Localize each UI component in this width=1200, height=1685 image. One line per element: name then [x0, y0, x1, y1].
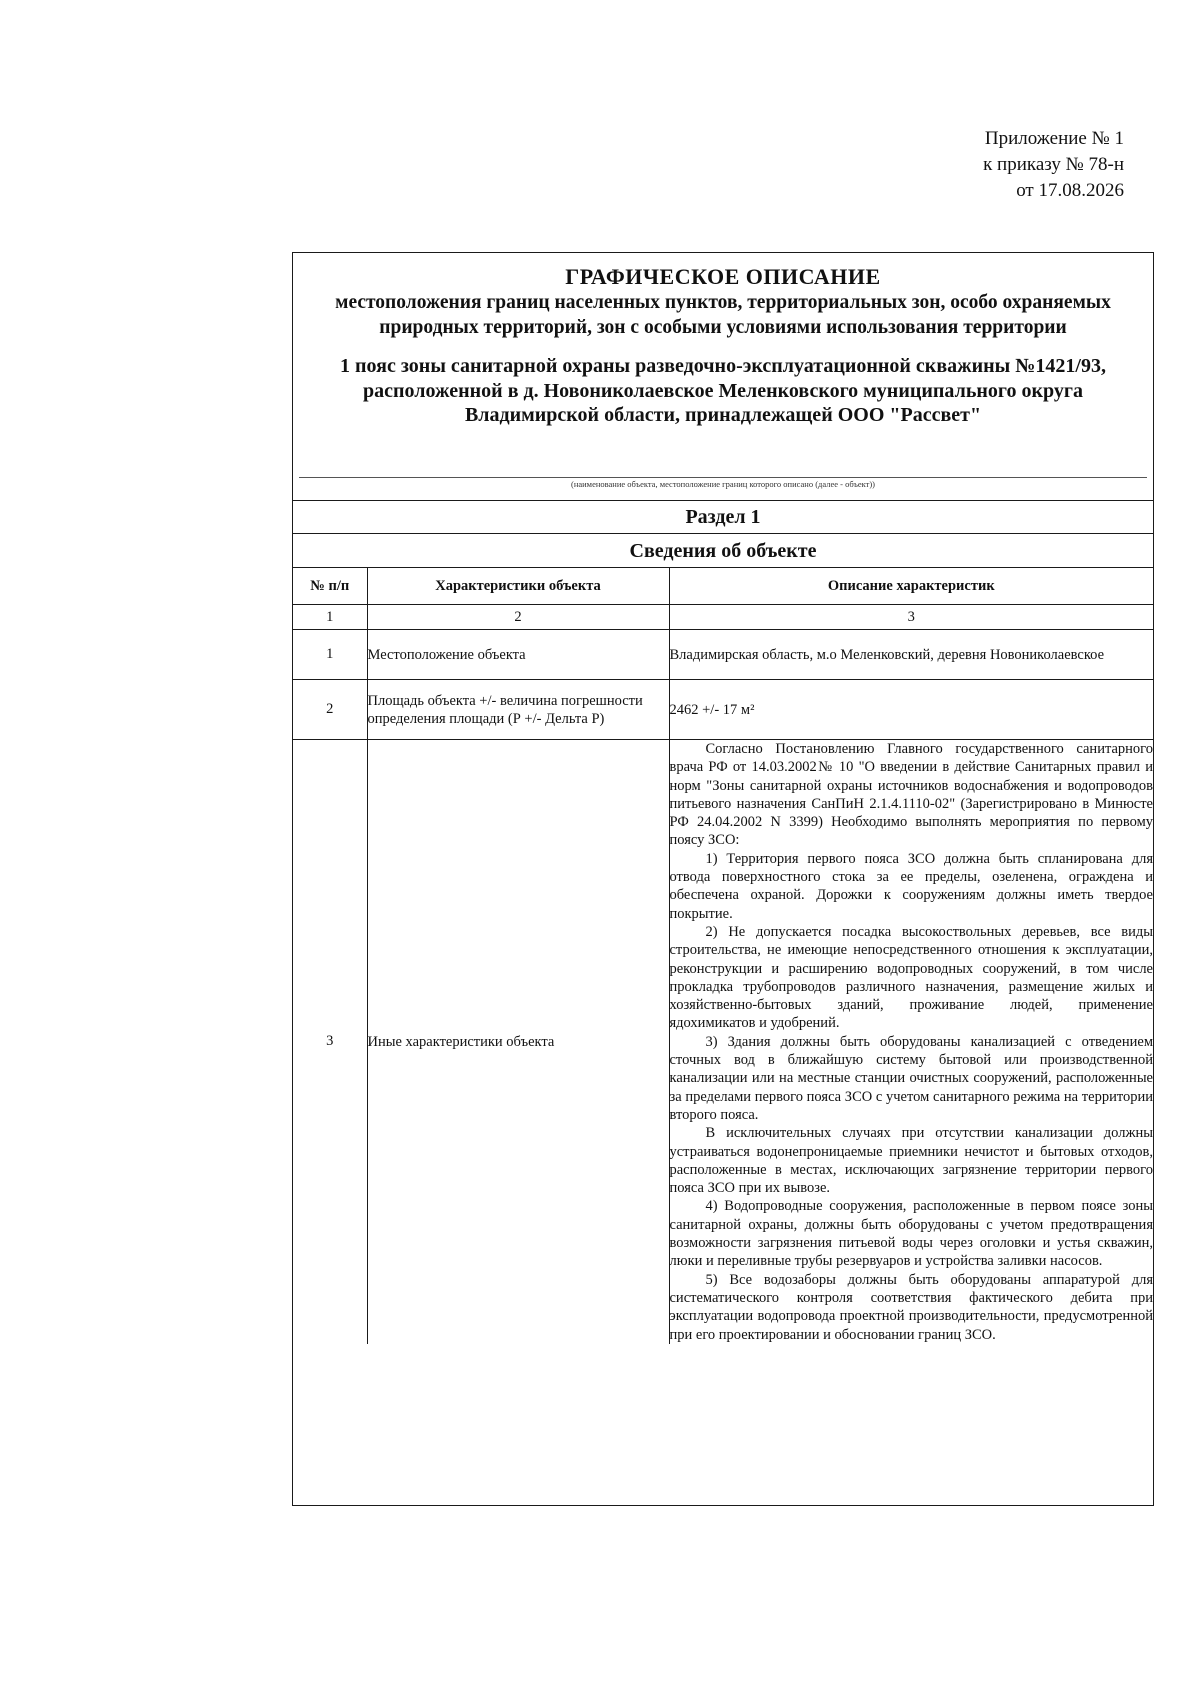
row-index: 3	[293, 740, 367, 1344]
document-frame	[292, 252, 1154, 1506]
row-characteristic: Местоположение объекта	[367, 630, 669, 680]
object-caption: (наименование объекта, местоположение границ которого описано (далее - объект))	[299, 477, 1147, 490]
column-number: 2	[367, 605, 669, 630]
table-header-row	[293, 568, 1153, 605]
object-info-table	[293, 568, 1153, 1344]
description-paragraph: 1) Территория первого пояса ЗСО должна быть спланирована для отвода поверхностного стока за ее пределы, озеленена, ограждена и обеспечена охраной. Дорожки к сооружениям должны иметь твердое покрытие.	[669, 850, 1153, 922]
row-description: Владимирская область, м.о Меленковский, деревня Новониколаевское	[669, 630, 1153, 680]
row-index: 1	[293, 630, 367, 680]
table-row	[293, 740, 1153, 1344]
column-number: 3	[669, 605, 1153, 630]
appendix-date: от 17.08.2026	[1016, 180, 1124, 201]
appendix-block	[704, 126, 1124, 204]
row-characteristic: Иные характеристики объекта	[367, 740, 669, 1344]
document-title: ГРАФИЧЕСКОЕ ОПИСАНИЕ	[565, 264, 881, 289]
description-paragraph: В исключительных случаях при отсутствии канализации должны устраиваться водонепроницаемые приемники нечистот и бытовых отходов, расположенные в местах, исключающих загрязнение территории первого пояса ЗСО при их вывозе.	[669, 1125, 1153, 1197]
section-title: Раздел 1	[293, 501, 1153, 534]
description-paragraph: 3) Здания должны быть оборудованы канализацией с отведением сточных вод в ближайшую систему бытовой или производственной канализации или на местные станции очистных сооружений, расположенные за пределами первого пояса ЗСО с учетом санитарного режима на территории второго пояса.	[669, 1033, 1153, 1123]
document-subtitle: местоположения границ населенных пунктов, территориальных зон, особо охраняемых природных территорий, зон с особыми условиями использования территории	[335, 292, 1111, 338]
description-paragraph: 4) Водопроводные сооружения, расположенные в первом поясе зоны санитарной охраны, должны быть оборудованы с учетом предотвращения возможности загрязнения питьевой воды через оголовки и устья скважин, люки и переливные трубы резервуаров и устройства заливки насосов.	[669, 1198, 1153, 1270]
description-paragraph: Согласно Постановлению Главного государственного санитарного врача РФ от 14.03.2002№ 10 "О введении в действие Санитарных правил и норм "Зоны санитарной охраны источников водоснабжения и водопроводов питьевого назначения СанПиН 2.1.4.1110-02" (Зарегистрировано в Минюсте РФ 24.04.2002 N 3399) Необходимо выполнять мероприятия по первому поясу ЗСО:	[669, 741, 1153, 849]
appendix-number: Приложение № 1	[984, 128, 1124, 149]
row-description: 2462 +/- 17 м²	[669, 680, 1153, 740]
row-characteristic: Площадь объекта +/- величина погрешности определения площади (Р +/- Дельта Р)	[367, 680, 669, 740]
header-index: № п/п	[293, 568, 367, 605]
description-paragraph: 5) Все водозаборы должны быть оборудованы аппаратурой для систематического контроля соответствия фактического дебита при эксплуатации водопровода проектной производительности, предусмотренной при его проектировании и обосновании границ ЗСО.	[669, 1271, 1153, 1343]
row-description	[669, 740, 1153, 1344]
document-header	[293, 253, 1153, 501]
table-row	[293, 630, 1153, 680]
column-number: 1	[293, 605, 367, 630]
table-row	[293, 680, 1153, 740]
row-index: 2	[293, 680, 367, 740]
description-paragraph: 2) Не допускается посадка высокоствольных деревьев, все виды строительства, не имеющие непосредственного отношения к эксплуатации, реконструкции и расширению водопроводных сооружений, в том числе прокладка трубопроводов различного назначения, размещение жилых и хозяйственно-бытовых зданий, проживание людей, применение ядохимикатов и удобрений.	[669, 923, 1153, 1032]
section-subtitle: Сведения об объекте	[293, 534, 1153, 568]
column-number-row	[293, 605, 1153, 630]
header-characteristics: Характеристики объекта	[367, 568, 669, 605]
object-name: 1 пояс зоны санитарной охраны разведочно-эксплуатационной скважины №1421/93, расположенной в д. Новониколаевское Меленковского муниципального округа Владимирской области, принадлежащей ООО "Рассвет"	[340, 355, 1106, 426]
appendix-order: к приказу № 78-н	[983, 154, 1124, 175]
header-description: Описание характеристик	[669, 568, 1153, 605]
